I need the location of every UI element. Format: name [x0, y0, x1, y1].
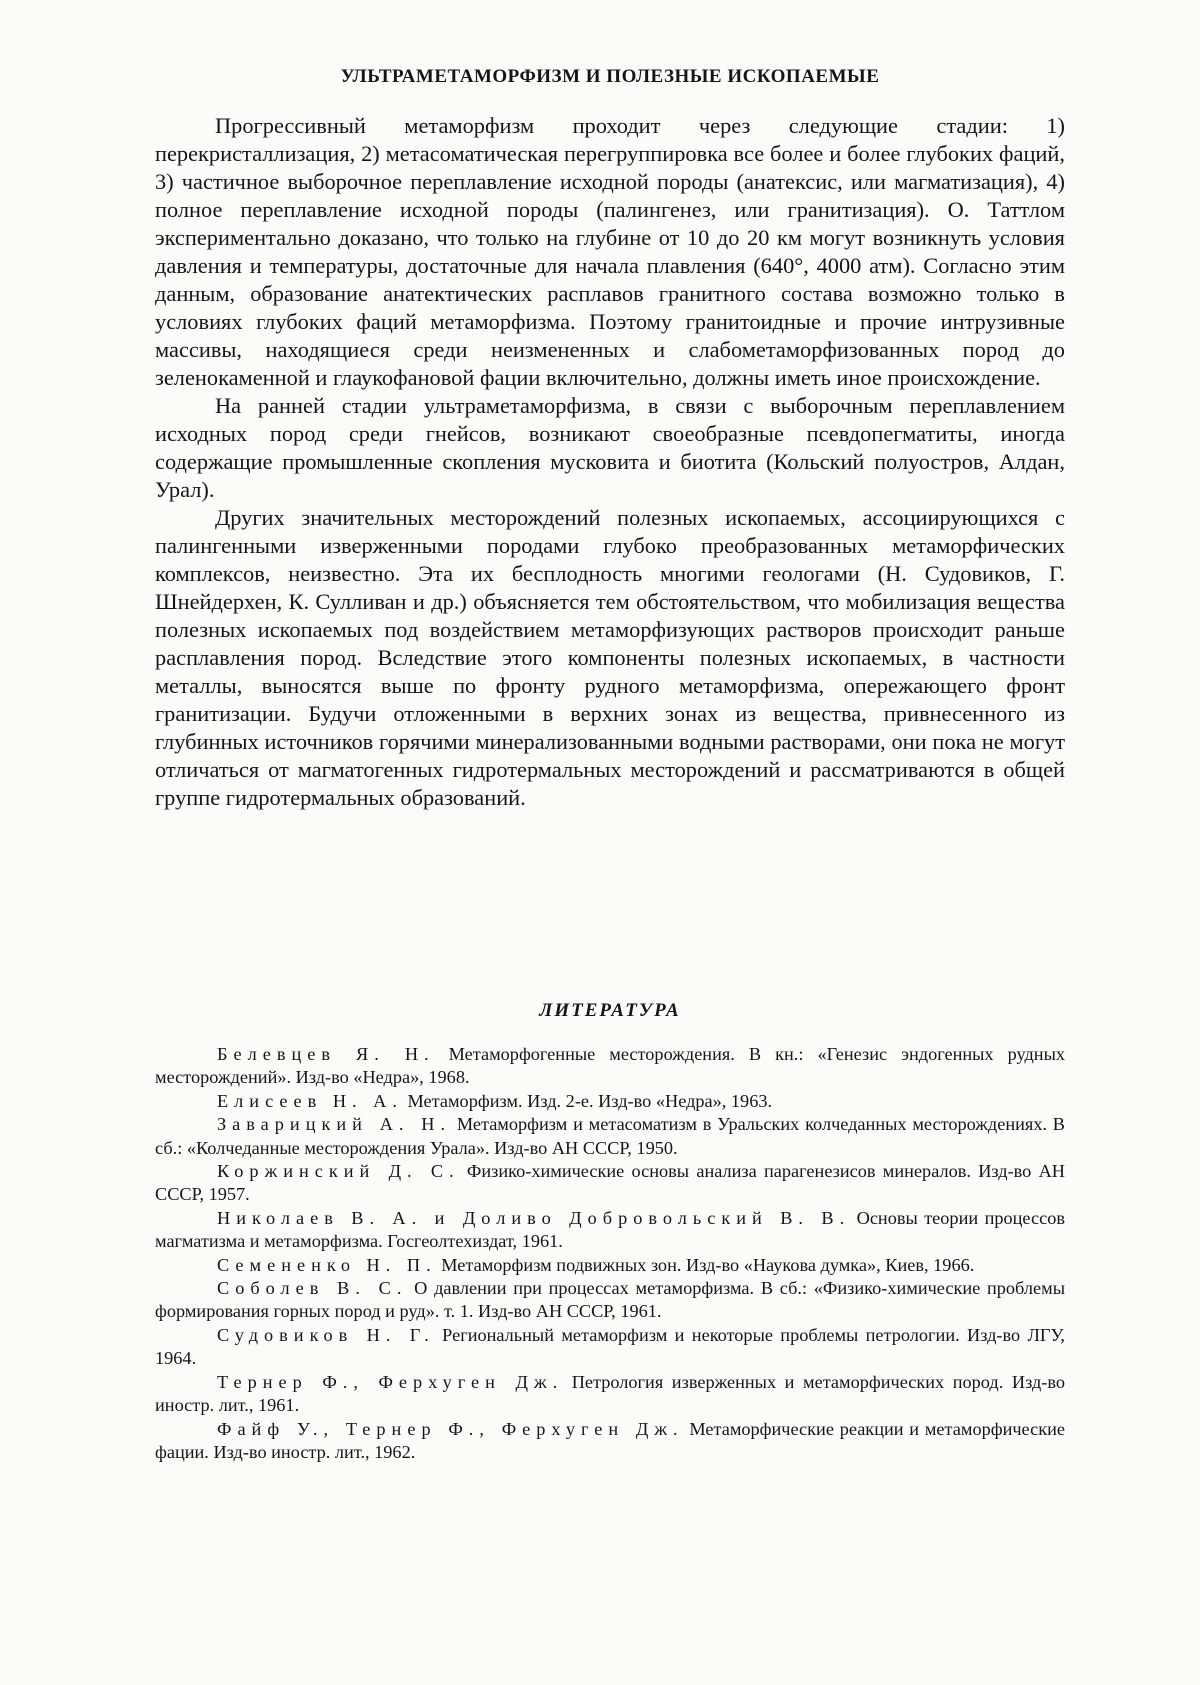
reference-item — [155, 1113, 1065, 1160]
reference-text: Метаморфизм подвижных зон. Изд-во «Наукова думка», Киев, 1966. — [436, 1254, 975, 1275]
reference-text: Региональный метаморфизм и некоторые проблемы петрологии. Изд-во ЛГУ, 1964. — [155, 1324, 1065, 1369]
reference-text: Метаморфические реакции и метаморфические фации. Изд-во иностр. лит., 1962. — [155, 1418, 1066, 1462]
reference-item — [155, 1277, 1065, 1324]
reference-item — [155, 1418, 1065, 1465]
reference-author: Файф У., Тернер Ф., Ферхуген Дж. — [217, 1418, 684, 1439]
reference-author: Соболев В. С. — [217, 1278, 408, 1299]
section-heading: УЛЬТРАМЕТАМОРФИЗМ И ПОЛЕЗНЫЕ ИСКОПАЕМЫЕ — [340, 66, 880, 87]
reference-list — [155, 1043, 1065, 1464]
reference-text: Основы теории процессов магматизма и метаморфизма. Госгеолтехиздат, 1961. — [155, 1207, 1065, 1252]
reference-item — [155, 1324, 1065, 1371]
reference-text: Физико-химические основы анализа парагенезисов минералов. Изд-во АН СССР, 1957. — [155, 1161, 1065, 1205]
reference-item — [155, 1160, 1065, 1207]
reference-author: Елисеев Н. А. — [217, 1090, 403, 1111]
body-text — [155, 112, 1065, 812]
reference-text: Петрология изверженных и метаморфических пород. Изд-во иностр. лит., 1961. — [155, 1371, 1065, 1416]
reference-author: Заварицкий А. Н. — [217, 1114, 452, 1135]
reference-item — [155, 1090, 1065, 1113]
reference-item — [155, 1371, 1065, 1418]
reference-text: Метаморфизм. Изд. 2-е. Изд-во «Недра», 1963. — [402, 1090, 773, 1111]
reference-text: Метаморфогенные месторождения. В кн.: «Генезис эндогенных рудных месторождений». Изд-во «Недра», 1968. — [155, 1044, 1065, 1088]
paragraph: Других значительных месторождений полезных ископаемых, ассоциирующихся с палингенными изверженными породами глубоко преобразованных метаморфических комплексов, неизвестно. Эта их бесплодность многими геологами (Н. Судовиков, Г. Шнейдерхен, К. Сулливан и др.) объясняется тем обстоятельством, что мобилизация вещества полезных ископаемых под воздействием метаморфизующих растворов происходит раньше расплавления пород. Вследствие этого компоненты полезных ископаемых, в частности металлы, выносятся выше по фронту рудного метаморфизма, опережающего фронт гранитизации. Будучи отложенными в верхних зонах из вещества, привнесенного из глубинных источников горячими минерализованными водными растворами, они пока не могут отличаться от магматогенных гидротермальных месторождений и рассматриваются в общей группе гидротермальных образований. — [155, 505, 1065, 810]
paragraph: Прогрессивный метаморфизм проходит через следующие стадии: 1) перекристаллизация, 2) метасоматическая перегруппировка все более и более глубоких фаций, 3) частичное выборочное переплавление исходной породы (анатексис, или магматизация), 4) полное переплавление исходной породы (палингенез, или гранитизация). О. Таттлом экспериментально доказано, что только на глубине от 10 до 20 км могут возникнуть условия давления и температуры, достаточные для начала плавления (640°, 4000 атм). Согласно этим данным, образование анатектических расплавов гранитного состава возможно только в условиях глубоких фаций метаморфизма. Поэтому гранитоидные и прочие интрузивные массивы, находящиеся среди неизмененных и слабометаморфизованных пород до зеленокаменной и глаукофановой фации включительно, должны иметь иное происхождение. — [155, 113, 1065, 390]
literature-title: ЛИТЕРАТУРА — [539, 1000, 681, 1021]
paragraph: На ранней стадии ультраметаморфизма, в связи с выборочным переплавлением исходных пород среди гнейсов, возникают своеобразные псевдопегматиты, иногда содержащие промышленные скопления мусковита и биотита (Кольский полуостров, Алдан, Урал). — [155, 393, 1065, 502]
reference-author: Семененко Н. П. — [217, 1254, 437, 1275]
reference-author: Тернер Ф., Ферхуген Дж. — [217, 1371, 564, 1392]
reference-item — [155, 1043, 1065, 1090]
reference-item — [155, 1207, 1065, 1254]
reference-text: Метаморфизм и метасоматизм в Уральских колчеданных месторождениях. В сб.: «Колчеданные месторождения Урала». Изд-во АН СССР, 1950. — [155, 1114, 1066, 1158]
reference-author: Коржинский Д. С. — [217, 1161, 460, 1182]
reference-author: Белевцев Я. Н. — [217, 1044, 435, 1064]
reference-author: Судовиков Н. Г. — [217, 1324, 435, 1345]
reference-author: Николаев В. А. и Доливо Добровольский В. В. — [217, 1207, 851, 1228]
reference-item — [155, 1254, 1065, 1277]
reference-text: О давлении при процессах метаморфизма. В сб.: «Физико-химические проблемы формирования горных пород и руд». т. 1. Изд-во АН СССР, 1961. — [155, 1278, 1065, 1322]
